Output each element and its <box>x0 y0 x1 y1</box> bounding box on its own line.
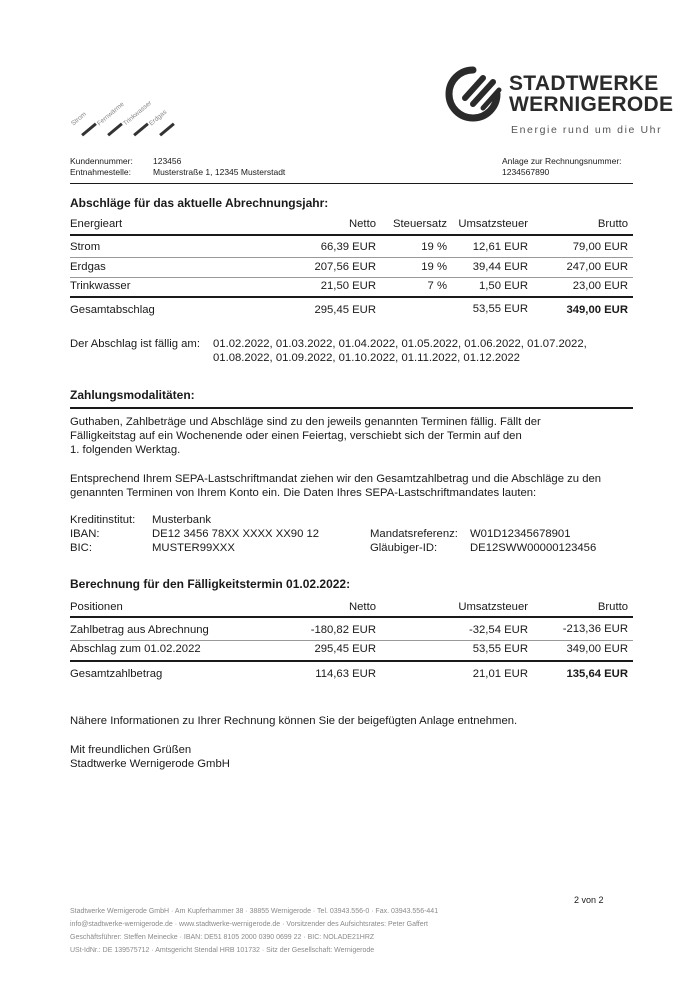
payment-paragraph-1 <box>70 415 541 457</box>
energy-type: Strom <box>70 241 101 253</box>
paragraph-line: Fälligkeitstag auf ein Wochenende oder einen Feiertag, verschiebt sich der Termin auf den <box>70 430 522 442</box>
info-sentence: Nähere Informationen zu Ihrer Rechnung können Sie der beigefügten Anlage entnehmen. <box>70 715 518 727</box>
gross-amount: 23,00 EUR <box>572 280 628 292</box>
iban-label: IBAN: <box>70 528 100 540</box>
net-amount: 295,45 EUR <box>314 643 376 655</box>
col-net: Netto <box>348 218 376 230</box>
row-divider <box>70 277 633 278</box>
net-amount: 66,39 EUR <box>320 241 376 253</box>
logo-line-2: WERNIGERODE <box>509 93 674 116</box>
utility-item-erdgas <box>148 108 176 142</box>
installments-total-row <box>70 304 630 319</box>
customer-number-label: Kundennummer: <box>70 156 133 166</box>
total-gross: 349,00 EUR <box>566 304 628 316</box>
vat-amount: 39,44 EUR <box>472 261 528 273</box>
tax-rate: 19 % <box>421 261 447 273</box>
total-label: Gesamtzahlbetrag <box>70 668 163 680</box>
creditor-value: DE12SWW00000123456 <box>470 542 597 554</box>
page-number: 2 von 2 <box>574 895 604 905</box>
logo-mark <box>443 64 503 122</box>
table-row <box>70 624 630 639</box>
vat-amount: -32,54 EUR <box>468 624 528 636</box>
position-label: Zahlbetrag aus Abrechnung <box>70 624 209 636</box>
table-row <box>70 643 630 658</box>
invoice-ref-label: Anlage zur Rechnungsnummer: <box>502 156 622 166</box>
gross-amount: 247,00 EUR <box>566 261 628 273</box>
footer-line: Stadtwerke Wernigerode GmbH · Am Kupferhammer 38 · 38855 Wernigerode · Tel. 03943.556-0 · Fax. 03943.556-441 <box>70 908 439 915</box>
bic-value: MUSTER99XXX <box>152 542 235 554</box>
gross-amount: 349,00 EUR <box>566 643 628 655</box>
paragraph-line: Guthaben, Zahlbeträge und Abschläge sind zu den jeweils genannten Terminen fällig. Fällt der <box>70 416 541 428</box>
col-positions: Positionen <box>70 601 123 613</box>
position-label: Abschlag zum 01.02.2022 <box>70 643 201 655</box>
logo-line-1: STADTWERKE <box>509 72 659 95</box>
total-gross: 135,64 EUR <box>566 668 628 680</box>
tax-rate: 19 % <box>421 241 447 253</box>
company-logo <box>443 64 674 144</box>
net-amount: 21,50 EUR <box>320 280 376 292</box>
utility-label: Fernwärme <box>96 100 126 128</box>
utility-label: Strom <box>70 110 88 128</box>
gross-amount: 79,00 EUR <box>572 241 628 253</box>
total-net: 114,63 EUR <box>315 668 376 680</box>
site-label: Entnahmestelle: <box>70 167 131 177</box>
slash-icon <box>159 123 175 137</box>
total-net: 295,45 EUR <box>314 304 376 316</box>
total-label: Gesamtabschlag <box>70 304 155 316</box>
calculation-title: Berechnung für den Fälligkeitstermin 01.02.2022: <box>70 577 351 591</box>
utility-item-fernwaerme <box>96 100 126 142</box>
vat-amount: 12,61 EUR <box>472 241 528 253</box>
table-row <box>70 261 630 276</box>
col-vat: Umsatzsteuer <box>458 601 528 613</box>
energy-type: Trinkwasser <box>70 280 131 292</box>
bank-details <box>70 514 630 558</box>
tax-rate: 7 % <box>427 280 447 292</box>
utility-label: Trinkwasser <box>122 99 154 128</box>
col-energy-type: Energieart <box>70 218 123 230</box>
paragraph-line: 1. folgenden Werktag. <box>70 444 181 456</box>
paragraph-line: Entsprechend Ihrem SEPA-Lastschriftmandat ziehen wir den Gesamtzahlbetrag und die Abschläge zu den <box>70 473 602 485</box>
gross-amount: -213,36 EUR <box>562 623 628 635</box>
col-net: Netto <box>348 601 376 613</box>
creditor-label: Gläubiger-ID: <box>370 542 438 554</box>
table-row <box>70 280 630 295</box>
calculation-total-row <box>70 668 630 683</box>
utility-item-trinkwasser <box>122 99 154 142</box>
installments-header-rule <box>70 234 633 236</box>
mandate-value: W01D12345678901 <box>470 528 571 540</box>
payment-title-rule <box>70 407 633 409</box>
net-amount: 207,56 EUR <box>314 261 376 273</box>
site-value: Musterstraße 1, 12345 Musterstadt <box>153 167 286 177</box>
slash-icon <box>107 123 123 137</box>
header-divider <box>70 183 633 184</box>
installments-header <box>70 218 630 233</box>
footer-line: USt-IdNr.: DE 139575712 · Amtsgericht Stendal HRB 101732 · Sitz der Gesellschaft: Wernigerode <box>70 947 375 954</box>
due-dates-line-1: 01.02.2022, 01.03.2022, 01.04.2022, 01.05.2022, 01.06.2022, 01.07.2022, <box>213 338 587 350</box>
total-vat: 21,01 EUR <box>472 668 528 680</box>
calculation-header <box>70 601 630 616</box>
slash-icon <box>133 123 149 137</box>
calculation-header-rule <box>70 616 633 618</box>
col-tax-rate: Steuersatz <box>392 218 447 230</box>
net-amount: -180,82 EUR <box>310 624 376 636</box>
utility-strip <box>70 99 190 142</box>
col-gross: Brutto <box>597 218 628 230</box>
table-row <box>70 241 630 256</box>
footer-line: Geschäftsführer: Steffen Meinecke · IBAN: DE51 8105 2000 0390 0699 22 · BIC: NOLADE21HRZ <box>70 934 375 941</box>
utility-item-strom <box>70 108 98 142</box>
logo-tagline: Energie rund um die Uhr <box>511 124 663 136</box>
vat-amount: 53,55 EUR <box>472 643 528 655</box>
mandate-label: Mandatsreferenz: <box>370 528 458 540</box>
paragraph-line: genannten Terminen von Ihrem Konto ein. Die Daten Ihres SEPA-Lastschriftmandates lauten: <box>70 487 537 499</box>
invoice-ref-value: 1234567890 <box>502 167 550 177</box>
signature-company: Stadtwerke Wernigerode GmbH <box>70 758 230 770</box>
bic-label: BIC: <box>70 542 92 554</box>
payment-title: Zahlungsmodalitäten: <box>70 388 195 402</box>
bank-value: Musterbank <box>152 514 212 526</box>
payment-paragraph-2 <box>70 472 601 500</box>
installments-title: Abschläge für das aktuelle Abrechnungsjahr: <box>70 196 329 210</box>
total-vat: 53,55 EUR <box>472 303 528 315</box>
energy-type: Erdgas <box>70 261 106 273</box>
utility-label: Erdgas <box>148 108 169 128</box>
bank-label: Kreditinstitut: <box>70 514 136 526</box>
col-gross: Brutto <box>597 601 628 613</box>
iban-value: DE12 3456 78XX XXXX XX90 12 <box>152 528 320 540</box>
vat-amount: 1,50 EUR <box>479 280 528 292</box>
row-divider <box>70 640 633 641</box>
slash-icon <box>81 123 97 137</box>
calculation-total-rule <box>70 660 633 662</box>
greeting: Mit freundlichen Grüßen <box>70 744 192 756</box>
row-divider <box>70 257 633 258</box>
footer-line: info@stadtwerke-wernigerode.de · www.stadtwerke-wernigerode.de · Vorsitzender des Aufsichtsrates: Peter Gaffert <box>70 921 428 928</box>
due-dates-line-2: 01.08.2022, 01.09.2022, 01.10.2022, 01.11.2022, 01.12.2022 <box>213 352 520 364</box>
col-vat: Umsatzsteuer <box>458 218 528 230</box>
due-dates-label: Der Abschlag ist fällig am: <box>70 338 200 350</box>
customer-number-value: 123456 <box>153 156 182 166</box>
installments-total-rule <box>70 296 633 298</box>
